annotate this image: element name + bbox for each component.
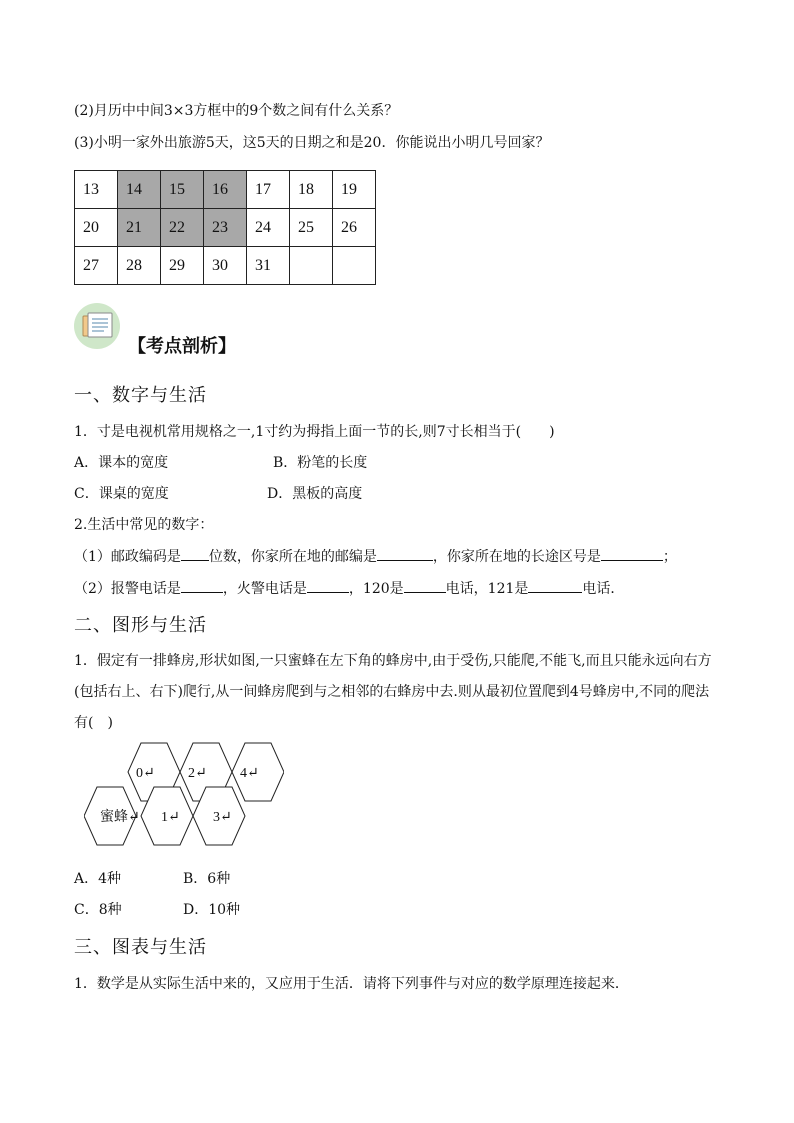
calendar-cell: 29 — [161, 247, 204, 285]
calendar-cell: 13 — [75, 171, 118, 209]
fill-text: （2）报警电话是 — [74, 581, 181, 597]
calendar-cell-highlighted: 21 — [118, 209, 161, 247]
option-b: B．粉笔的长度 — [273, 455, 368, 471]
answer-blank[interactable] — [528, 578, 582, 593]
part2-q1-line3: 有( ) — [74, 715, 113, 731]
hex-label-0: 0↵ — [136, 766, 155, 781]
calendar-cell-highlighted: 15 — [161, 171, 204, 209]
hex-label-4: 4↵ — [240, 766, 259, 781]
fill-text: ，120是 — [348, 581, 404, 597]
fill-line-1 — [74, 546, 677, 566]
calendar-cell — [333, 247, 376, 285]
document-icon — [74, 303, 120, 349]
calendar-row — [75, 209, 376, 247]
question-2-text: (2)月历中中间3×3方框中的9个数之间有什么关系？ — [74, 103, 399, 119]
answer-blank[interactable] — [601, 546, 663, 561]
part2-heading: 二、图形与生活 — [74, 615, 207, 636]
calendar-cell: 19 — [333, 171, 376, 209]
answer-blank[interactable] — [404, 578, 446, 593]
fill-text: 电话，121是 — [445, 581, 529, 597]
answer-blank[interactable] — [377, 546, 433, 561]
option-a: A．4种 — [74, 871, 122, 887]
section-title: 【考点剖析】 — [128, 336, 236, 357]
calendar-cell: 28 — [118, 247, 161, 285]
option-a: A．课本的宽度 — [74, 455, 169, 471]
hex-label-bee: 蜜蜂↵ — [100, 810, 140, 825]
option-d: D．黑板的高度 — [267, 486, 363, 502]
calendar-cell: 26 — [333, 209, 376, 247]
calendar-row — [75, 171, 376, 209]
calendar-cell: 31 — [247, 247, 290, 285]
calendar-table — [74, 170, 376, 285]
part1-heading: 一、数字与生活 — [74, 385, 207, 406]
calendar-cell-highlighted: 23 — [204, 209, 247, 247]
part3-q1-text: 1．数学是从实际生活中来的，又应用于生活．请将下列事件与对应的数学原理连接起来． — [74, 976, 629, 992]
option-c: C．课桌的宽度 — [74, 486, 169, 502]
part2-q1-line1: 1．假定有一排蜂房,形状如图,一只蜜蜂在左下角的蜂房中,由于受伤,只能爬,不能飞,而且只能永远向右方 — [74, 653, 712, 669]
part1-q1-stem: 1．寸是电视机常用规格之一,1寸约为拇指上面一节的长,则7寸长相当于( ) — [74, 424, 555, 440]
calendar-cell: 30 — [204, 247, 247, 285]
answer-blank[interactable] — [307, 578, 349, 593]
option-b: B．6种 — [183, 871, 231, 887]
calendar-cell-highlighted: 16 — [204, 171, 247, 209]
hex-label-3: 3↵ — [213, 810, 232, 825]
calendar-cell: 24 — [247, 209, 290, 247]
fill-text: （1）邮政编码是 — [74, 549, 181, 565]
calendar-cell — [290, 247, 333, 285]
fill-text: ，火警电话是 — [222, 581, 307, 597]
option-c: C．8种 — [74, 902, 122, 918]
fill-text: 电话． — [582, 581, 625, 597]
answer-blank[interactable] — [181, 546, 209, 561]
calendar-row — [75, 247, 376, 285]
calendar-cell: 27 — [75, 247, 118, 285]
fill-text: ，你家所在地的长途区号是 — [432, 549, 601, 565]
fill-text: 位数，你家所在地的邮编是 — [208, 549, 377, 565]
part1-q2-stem: 2.生活中常见的数字： — [74, 517, 214, 533]
calendar-cell-highlighted: 14 — [118, 171, 161, 209]
part3-heading: 三、图表与生活 — [74, 937, 207, 958]
hex-label-2: 2↵ — [188, 766, 207, 781]
fill-line-2 — [74, 578, 624, 598]
calendar-cell: 25 — [290, 209, 333, 247]
part2-q1-line2: (包括右上、右下)爬行,从一间蜂房爬到与之相邻的右蜂房中去.则从最初位置爬到4号蜂房中,不同的爬法 — [74, 684, 710, 700]
calendar-cell: 20 — [75, 209, 118, 247]
honeycomb-diagram — [84, 740, 284, 850]
hex-label-1: 1↵ — [161, 810, 180, 825]
question-3-text: (3)小明一家外出旅游5天，这5天的日期之和是20．你能说出小明几号回家？ — [74, 135, 550, 151]
calendar-cell-highlighted: 22 — [161, 209, 204, 247]
calendar-cell: 18 — [290, 171, 333, 209]
fill-text: ； — [662, 549, 677, 565]
answer-blank[interactable] — [181, 578, 223, 593]
option-d: D．10种 — [183, 902, 241, 918]
calendar-cell: 17 — [247, 171, 290, 209]
